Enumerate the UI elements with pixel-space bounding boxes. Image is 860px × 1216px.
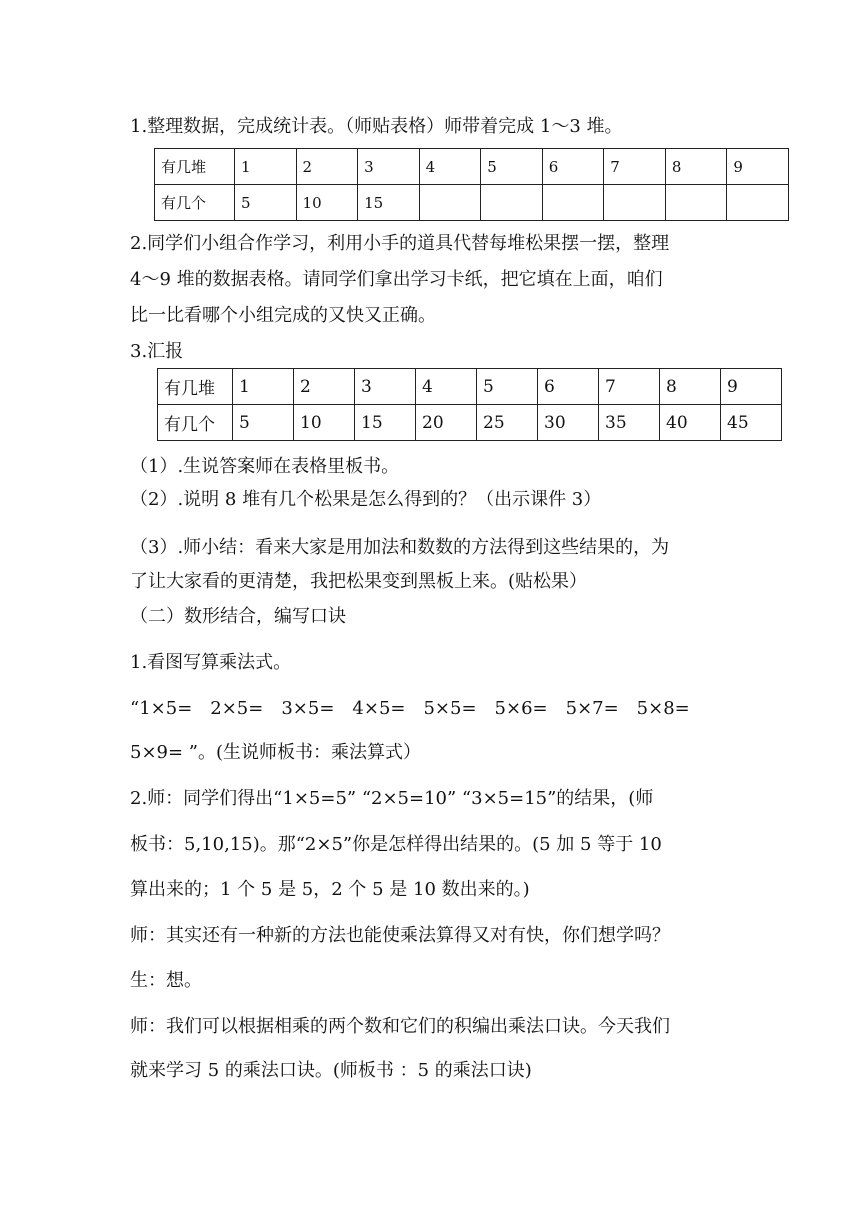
- paragraph-6-line-1: 2.师：同学们得出“1×5=5” “2×5=10” “3×5=15”的结果，(师: [130, 788, 654, 809]
- table-cell: 6: [542, 149, 604, 185]
- table-cell: 1: [233, 369, 294, 405]
- paragraph-6-line-3: 算出来的；1 个 5 是 5，2 个 5 是 10 数出来的。): [130, 879, 530, 900]
- table-row: [155, 185, 789, 221]
- table-cell: 35: [599, 405, 660, 441]
- paragraph-4: 1.看图写算乘法式。: [130, 652, 292, 673]
- table-cell: 有几堆: [155, 149, 235, 185]
- table-cell: 有几个: [155, 185, 235, 221]
- table-cell: [481, 185, 543, 221]
- table-cell: [665, 185, 727, 221]
- table-cell: 9: [727, 149, 789, 185]
- section-heading: （二）数形结合，编写口诀: [130, 606, 346, 627]
- note-3-line-1: （3）.师小结：看来大家是用加法和数数的方法得到这些结果的，为: [130, 537, 670, 558]
- table-cell: 6: [538, 369, 599, 405]
- table-cell: 有几堆: [158, 369, 233, 405]
- table-cell: 5: [481, 149, 543, 185]
- table-cell: 5: [477, 369, 538, 405]
- table-cell: 10: [296, 185, 358, 221]
- note-3-line-2: 了让大家看的更清楚，我把松果变到黑板上来。(贴松果）: [130, 571, 588, 592]
- table-cell: [542, 185, 604, 221]
- table-cell: [727, 185, 789, 221]
- table-cell: 25: [477, 405, 538, 441]
- table-cell: 20: [416, 405, 477, 441]
- table-row: [158, 369, 782, 405]
- table-cell: 3: [355, 369, 416, 405]
- paragraph-6-line-2: 板书：5,10,15)。那“2×5”你是怎样得出结果的。(5 加 5 等于 10: [130, 834, 662, 855]
- table-cell: 15: [355, 405, 416, 441]
- table-row: [158, 405, 782, 441]
- table-cell: 45: [721, 405, 782, 441]
- table-cell: 2: [294, 369, 355, 405]
- table-row: [155, 149, 789, 185]
- table-cell: 15: [358, 185, 420, 221]
- paragraph-5-line-1: “1×5= 2×5= 3×5= 4×5= 5×5= 5×6= 5×7= 5×8=: [130, 698, 690, 719]
- table-cell: [604, 185, 666, 221]
- table-cell: 10: [294, 405, 355, 441]
- table-cell: 4: [419, 149, 481, 185]
- paragraph-3: 3.汇报: [130, 341, 184, 362]
- paragraph-9-line-1: 师：我们可以根据相乘的两个数和它们的积编出乘法口诀。今天我们: [130, 1016, 670, 1037]
- paragraph-8: 生：想。: [130, 970, 202, 991]
- table-cell: 有几个: [158, 405, 233, 441]
- stats-table-2: [157, 368, 782, 441]
- paragraph-2-line-1: 2.同学们小组合作学习，利用小手的道具代替每堆松果摆一摆，整理: [130, 233, 670, 254]
- table-cell: 7: [604, 149, 666, 185]
- table-cell: 1: [235, 149, 297, 185]
- table-cell: 9: [721, 369, 782, 405]
- table-cell: 40: [660, 405, 721, 441]
- paragraph-2-line-3: 比一比看哪个小组完成的又快又正确。: [130, 305, 436, 326]
- stats-table-1: [154, 148, 789, 221]
- table-cell: 7: [599, 369, 660, 405]
- table-cell: 3: [358, 149, 420, 185]
- table-cell: 5: [233, 405, 294, 441]
- paragraph-1: 1.整理数据，完成统计表。（师贴表格）师带着完成 1～3 堆。: [130, 116, 623, 137]
- note-2: （2）.说明 8 堆有几个松果是怎么得到的？（出示课件 3）: [130, 489, 602, 510]
- paragraph-2-line-2: 4～9 堆的数据表格。请同学们拿出学习卡纸，把它填在上面，咱们: [130, 269, 663, 290]
- paragraph-5-line-2: 5×9= ”。(生说师板书：乘法算式）: [130, 742, 422, 763]
- paragraph-9-line-2: 就来学习 5 的乘法口诀。(师板书 ：5 的乘法口诀): [130, 1060, 532, 1081]
- table-cell: [419, 185, 481, 221]
- table-cell: 30: [538, 405, 599, 441]
- table-cell: 8: [665, 149, 727, 185]
- table-cell: 8: [660, 369, 721, 405]
- table-cell: 4: [416, 369, 477, 405]
- table-cell: 2: [296, 149, 358, 185]
- note-1: （1）.生说答案师在表格里板书。: [130, 456, 400, 477]
- table-cell: 5: [235, 185, 297, 221]
- paragraph-7: 师：其实还有一种新的方法也能使乘法算得又对有快，你们想学吗？: [130, 925, 670, 946]
